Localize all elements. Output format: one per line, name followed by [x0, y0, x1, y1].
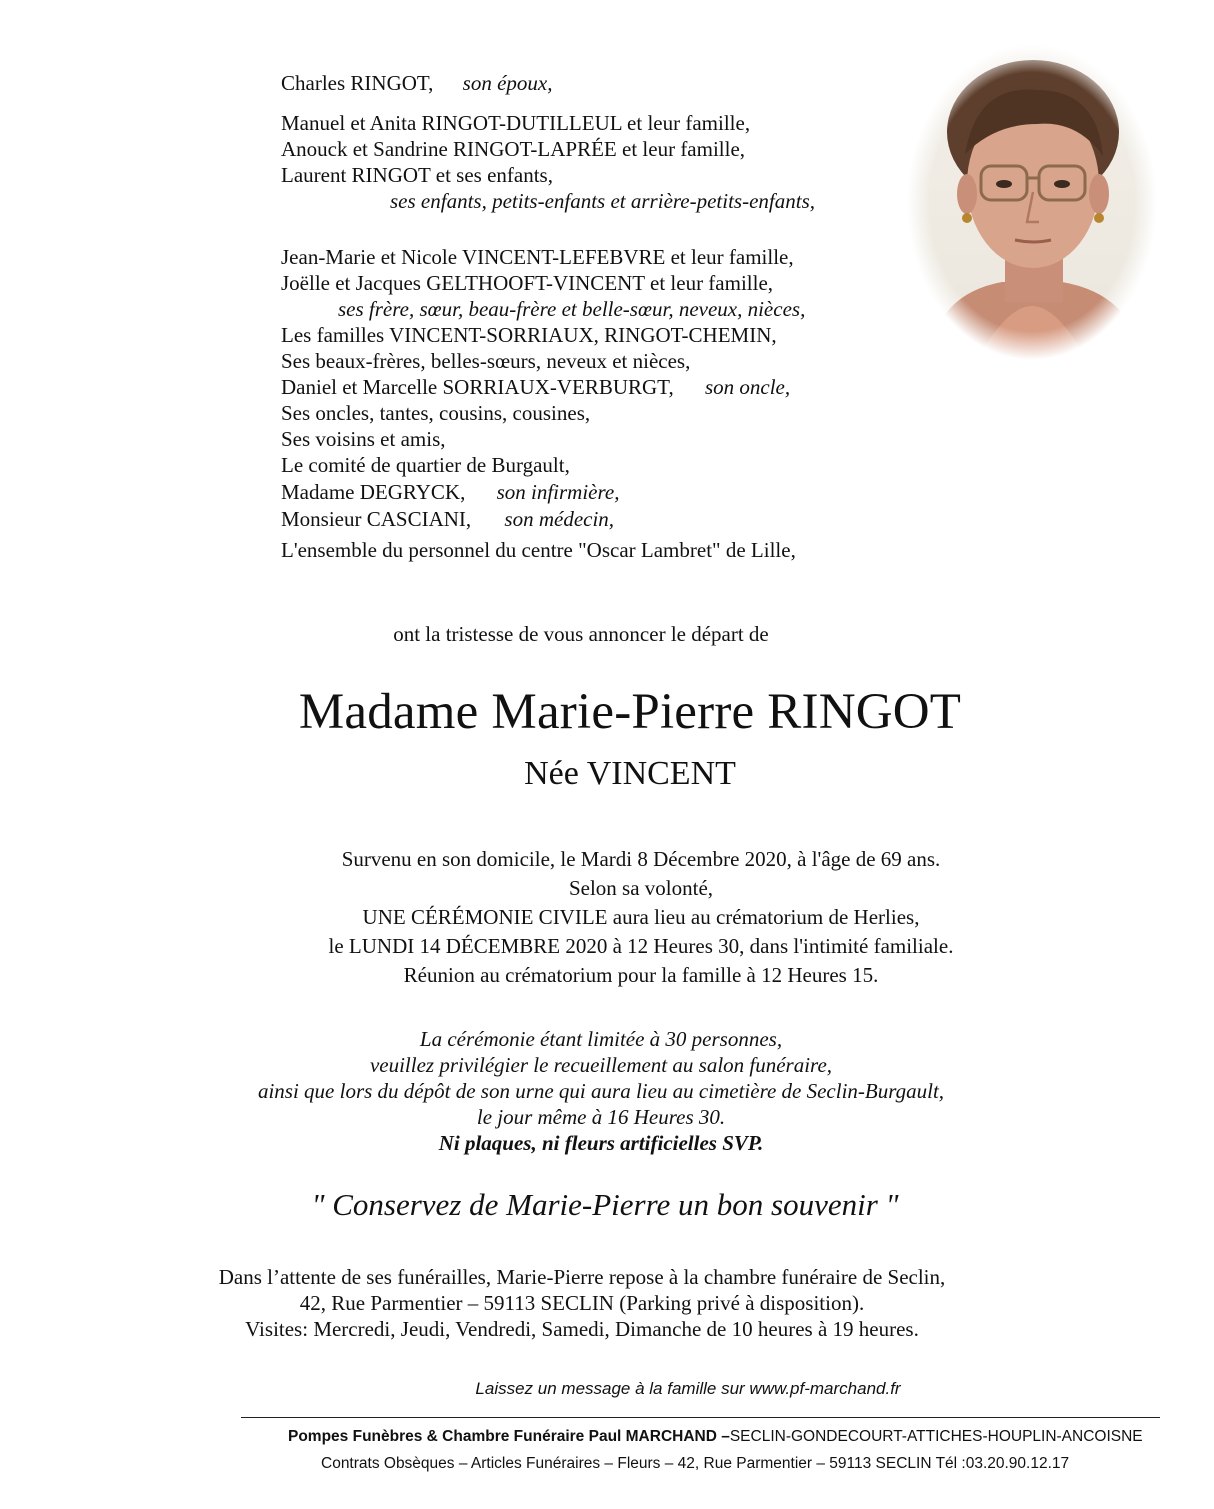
others-line-2: Ses beaux-frères, belles-sœurs, neveux et nièces, [281, 349, 691, 373]
nurse-relation: son infirmière, [496, 480, 620, 504]
siblings-relation [338, 296, 805, 322]
nurse-line [281, 479, 619, 505]
footer-locations: SECLIN-GONDECOURT-ATTICHES-HOUPLIN-ANCOISNE [729, 1428, 1143, 1445]
spouse-line [281, 70, 553, 96]
notice-line-4: le jour même à 16 Heures 30. [476, 1105, 726, 1129]
detail-line-5: Réunion au crématorium pour la famille à 12 Heures 15. [403, 963, 879, 987]
portrait-photo [907, 44, 1157, 360]
uncle-name: Daniel et Marcelle SORRIAUX-VERBURGT, [281, 375, 674, 399]
doctor-line [281, 506, 614, 532]
children-relation-text: ses enfants, petits-enfants et arrière-petits-enfants, [390, 189, 815, 213]
child-line-2: Anouck et Sandrine RINGOT-LAPRÉE et leur famille, [281, 137, 746, 161]
detail-line-2: Selon sa volonté, [568, 876, 714, 900]
nurse-name: Madame DEGRYCK, [281, 480, 466, 504]
ceremony-notice [0, 1026, 1208, 1156]
notice-line-2: veuillez privilégier le recueillement au salon funéraire, [369, 1053, 833, 1077]
footer-contact: Contrats Obsèques – Articles Funéraires – Fleurs – 42, Rue Parmentier – 59113 SECLIN Tél :03.20.90.12.17 [321, 1455, 1070, 1472]
repose-line-2: 42, Rue Parmentier – 59113 SECLIN (Parking privé à disposition). [299, 1291, 865, 1315]
repose-info [0, 1264, 1189, 1342]
doctor-name: Monsieur CASCIANI, [281, 507, 472, 531]
detail-line-4: le LUNDI 14 DÉCEMBRE 2020 à 12 Heures 30, dans l'intimité familiale. [328, 934, 954, 958]
staff-line: L'ensemble du personnel du centre "Oscar Lambret" de Lille, [281, 538, 796, 562]
child-line-3: Laurent RINGOT et ses enfants, [281, 163, 553, 187]
footer-company-line [288, 1428, 1143, 1446]
sibling-line-2: Joëlle et Jacques GELTHOOFT-VINCENT et leur famille, [281, 271, 774, 295]
uncle-line [281, 374, 790, 400]
footer-company: Pompes Funèbres & Chambre Funéraire Paul MARCHAND – [288, 1428, 730, 1445]
others-line-1: Les familles VINCENT-SORRIAUX, RINGOT-CHEMIN, [281, 323, 777, 347]
siblings-relation-text: ses frère, sœur, beau-frère et belle-sœur, neveux, nièces, [338, 297, 806, 321]
footer-divider [241, 1417, 1160, 1418]
deceased-name: Madame Marie-Pierre RINGOT [298, 684, 962, 740]
children-relation [390, 188, 815, 214]
repose-line-1: Dans l’attente de ses funérailles, Marie-Pierre repose à la chambre funéraire de Seclin, [218, 1265, 946, 1289]
announcement-lead: ont la tristesse de vous annoncer le départ de [393, 622, 769, 646]
child-line-1: Manuel et Anita RINGOT-DUTILLEUL et leur famille, [281, 111, 751, 135]
others2-line-3: Le comité de quartier de Burgault, [281, 453, 570, 477]
sibling-line-1: Jean-Marie et Nicole VINCENT-LEFEBVRE et leur famille, [281, 245, 794, 269]
web-message: Laissez un message à la famille sur www.pf-marchand.fr [475, 1379, 901, 1398]
memorial-quote: " Conservez de Marie-Pierre un bon souvenir " [311, 1187, 899, 1222]
repose-line-3: Visites: Mercredi, Jeudi, Vendredi, Samedi, Dimanche de 10 heures à 19 heures. [245, 1317, 919, 1341]
notice-line-1: La cérémonie étant limitée à 30 personnes, [419, 1027, 783, 1051]
spouse-name: Charles RINGOT, [281, 71, 434, 95]
uncle-relation: son oncle, [704, 375, 791, 399]
others2-line-1: Ses oncles, tantes, cousins, cousines, [281, 401, 591, 425]
ceremony-details [34, 845, 1214, 990]
notice-line-3: ainsi que lors du dépôt de son urne qui aura lieu au cimetière de Seclin-Burgault, [257, 1079, 945, 1103]
detail-line-1: Survenu en son domicile, le Mardi 8 Décembre 2020, à l'âge de 69 ans. [341, 847, 941, 871]
detail-line-3: UNE CÉRÉMONIE CIVILE aura lieu au crématorium de Herlies, [362, 905, 920, 929]
spouse-relation: son époux, [462, 71, 553, 95]
others2-line-2: Ses voisins et amis, [281, 427, 446, 451]
notice-no-flowers: Ni plaques, ni fleurs artificielles SVP. [438, 1131, 764, 1155]
doctor-relation: son médecin, [504, 507, 615, 531]
maiden-name: Née VINCENT [524, 755, 736, 792]
